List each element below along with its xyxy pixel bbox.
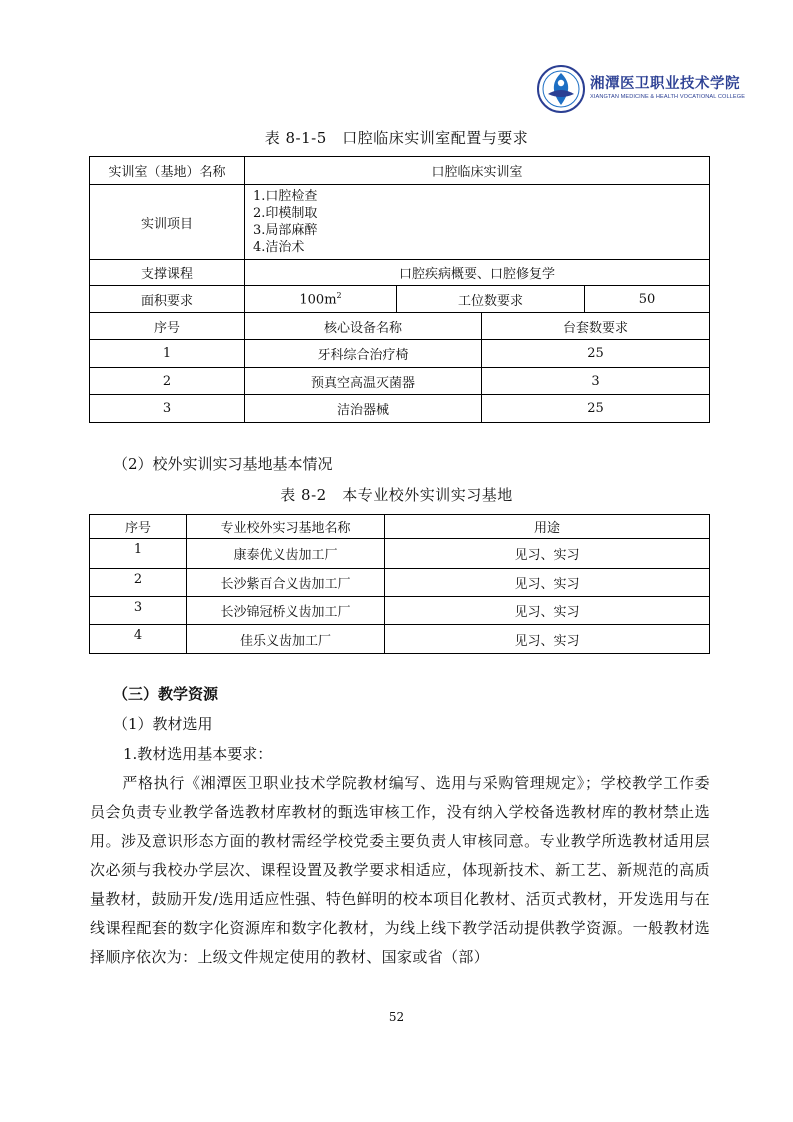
stations-value: 50 xyxy=(585,286,710,313)
page-number: 52 xyxy=(388,1010,405,1024)
row-no: 3 xyxy=(90,395,245,423)
area-label: 面积要求 xyxy=(90,286,245,313)
college-name-cn: 湘潭医卫职业技术学院 xyxy=(590,76,740,92)
header-use: 用途 xyxy=(385,515,710,539)
college-logo xyxy=(536,64,746,114)
table-row xyxy=(90,625,710,654)
college-name-en: XIANGTAN MEDICINE & HEALTH VOCATIONAL COLLEGE xyxy=(590,94,746,100)
list-item: 2.印模制取 xyxy=(253,206,318,221)
course-value: 口腔疾病概要、口腔修复学 xyxy=(245,260,710,286)
textbook-selection-heading: （1）教材选用 xyxy=(113,715,213,733)
table2-caption: 表 8-2 本专业校外实训实习基地 xyxy=(280,486,513,504)
projects-list xyxy=(245,185,710,260)
row-use: 见习、实习 xyxy=(385,597,710,625)
row-no: 3 xyxy=(90,597,187,625)
offcampus-section-title: （2）校外实训实习基地基本情况 xyxy=(113,455,333,473)
stations-label: 工位数要求 xyxy=(397,286,585,313)
basic-requirements-heading: 1.教材选用基本要求： xyxy=(123,745,273,763)
table-row xyxy=(90,569,710,597)
table-header-row xyxy=(90,313,710,340)
row-no: 2 xyxy=(90,368,245,395)
row-count: 3 xyxy=(482,368,710,395)
table1-caption: 表 8-1-5 口腔临床实训室配置与要求 xyxy=(264,129,529,147)
row-no: 2 xyxy=(90,569,187,597)
row-equipment: 牙科综合治疗椅 xyxy=(245,340,482,368)
row-use: 见习、实习 xyxy=(385,625,710,654)
table-row xyxy=(90,340,710,368)
list-item: 3.局部麻醉 xyxy=(253,223,318,238)
row-no: 1 xyxy=(90,340,245,368)
room-label: 实训室（基地）名称 xyxy=(90,157,245,185)
header-base-name: 专业校外实习基地名称 xyxy=(187,515,385,539)
header-equipment: 核心设备名称 xyxy=(245,313,482,340)
row-no: 1 xyxy=(90,539,187,569)
table-header-row xyxy=(90,515,710,539)
teaching-resources-heading: （三）教学资源 xyxy=(113,685,219,703)
course-label: 支撑课程 xyxy=(90,260,245,286)
row-base-name: 长沙紫百合义齿加工厂 xyxy=(187,569,385,597)
college-emblem-icon xyxy=(536,64,586,114)
row-count: 25 xyxy=(482,395,710,423)
area-value: $100m^2$ xyxy=(245,286,397,313)
table-row xyxy=(90,368,710,395)
table-row xyxy=(90,286,710,313)
table-row xyxy=(90,395,710,423)
row-count: 25 xyxy=(482,340,710,368)
lab-config-table xyxy=(89,156,710,423)
row-equipment: 洁治器械 xyxy=(245,395,482,423)
list-item: 1.口腔检查 xyxy=(253,189,318,204)
row-base-name: 长沙锦冠桥义齿加工厂 xyxy=(187,597,385,625)
row-use: 见习、实习 xyxy=(385,539,710,569)
header-count: 台套数要求 xyxy=(482,313,710,340)
row-base-name: 康泰优义齿加工厂 xyxy=(187,539,385,569)
row-use: 见习、实习 xyxy=(385,569,710,597)
row-base-name: 佳乐义齿加工厂 xyxy=(187,625,385,654)
offcampus-bases-table xyxy=(89,514,710,654)
table-row xyxy=(90,185,710,260)
list-item: 4.洁治术 xyxy=(253,240,305,255)
table-row xyxy=(90,157,710,185)
table-row xyxy=(90,260,710,286)
room-value: 口腔临床实训室 xyxy=(245,157,710,185)
body-paragraph-text: 严格执行《湘潭医卫职业技术学院教材编写、选用与采购管理规定》；学校教学工作委员会负责专业教学备选教材库教材的甄选审核工作，没有纳入学校备选教材库的教材禁止选用。涉及意识形态方面的教材需经学校党委主要负责人审核同意。专业教学所选教材适用层次必须与我校办学层次、课程设置及教学要求相适应，体现新技术、新工艺、新规范的高质量教材，鼓励开发/选用适应性强、特色鲜明的校本项目化教材、活页式教材，开发选用与在线课程配套的数字化资源库和数字化教材，为线上线下教学活动提供教学资源。一般教材选择顺序依次为：上级文件规定使用的教材、国家或省（部） xyxy=(90,774,710,966)
row-equipment: 预真空高温灭菌器 xyxy=(245,368,482,395)
row-no: 4 xyxy=(90,625,187,654)
projects-label: 实训项目 xyxy=(90,185,245,260)
header-no: 序号 xyxy=(90,313,245,340)
header-no: 序号 xyxy=(90,515,187,539)
table-row xyxy=(90,539,710,569)
table-row xyxy=(90,597,710,625)
body-paragraph xyxy=(90,769,710,972)
